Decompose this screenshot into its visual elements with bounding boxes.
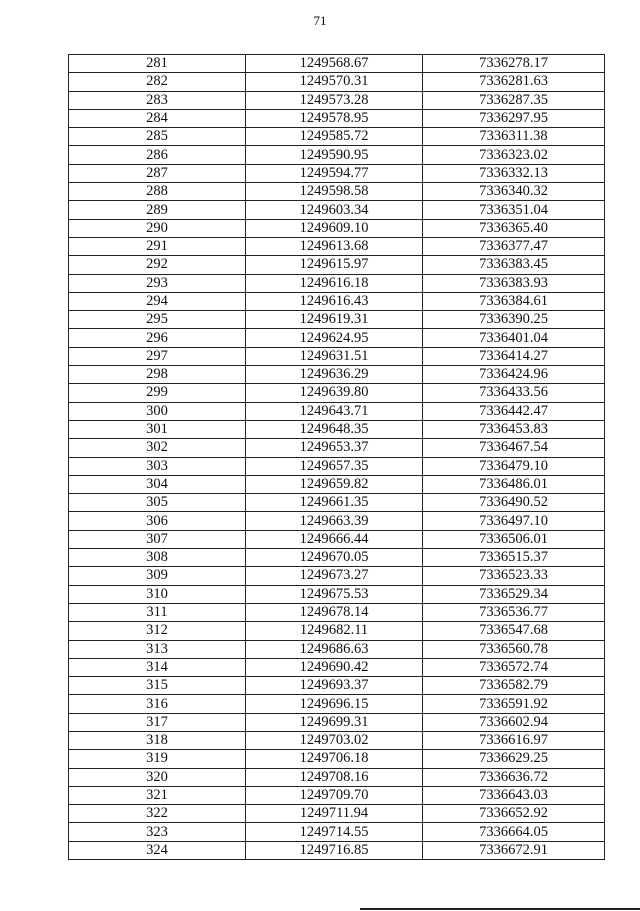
x-coordinate-cell: 1249699.31 (246, 713, 423, 731)
table-row (69, 658, 605, 676)
x-coordinate-cell: 1249657.35 (246, 457, 423, 475)
y-coordinate-cell: 7336311.38 (423, 128, 605, 146)
point-number-cell: 288 (69, 183, 246, 201)
point-number-cell: 293 (69, 274, 246, 292)
x-coordinate-cell: 1249709.70 (246, 786, 423, 804)
point-number-cell: 316 (69, 695, 246, 713)
y-coordinate-cell: 7336672.91 (423, 841, 605, 859)
point-number-cell: 321 (69, 786, 246, 804)
table-row (69, 567, 605, 585)
x-coordinate-cell: 1249675.53 (246, 585, 423, 603)
y-coordinate-cell: 7336629.25 (423, 750, 605, 768)
table-row (69, 366, 605, 384)
x-coordinate-cell: 1249696.15 (246, 695, 423, 713)
y-coordinate-cell: 7336643.03 (423, 786, 605, 804)
point-number-cell: 286 (69, 146, 246, 164)
point-number-cell: 282 (69, 73, 246, 91)
y-coordinate-cell: 7336616.97 (423, 731, 605, 749)
x-coordinate-cell: 1249636.29 (246, 366, 423, 384)
x-coordinate-cell: 1249686.63 (246, 640, 423, 658)
table-row (69, 183, 605, 201)
y-coordinate-cell: 7336506.01 (423, 530, 605, 548)
y-coordinate-cell: 7336323.02 (423, 146, 605, 164)
y-coordinate-cell: 7336497.10 (423, 512, 605, 530)
y-coordinate-cell: 7336384.61 (423, 292, 605, 310)
y-coordinate-cell: 7336591.92 (423, 695, 605, 713)
x-coordinate-cell: 1249603.34 (246, 201, 423, 219)
x-coordinate-cell: 1249648.35 (246, 420, 423, 438)
x-coordinate-cell: 1249616.43 (246, 292, 423, 310)
table-row (69, 750, 605, 768)
table-row (69, 731, 605, 749)
y-coordinate-cell: 7336515.37 (423, 549, 605, 567)
table-row (69, 402, 605, 420)
point-number-cell: 315 (69, 677, 246, 695)
point-number-cell: 311 (69, 603, 246, 621)
y-coordinate-cell: 7336602.94 (423, 713, 605, 731)
x-coordinate-cell: 1249585.72 (246, 128, 423, 146)
point-number-cell: 323 (69, 823, 246, 841)
y-coordinate-cell: 7336523.33 (423, 567, 605, 585)
x-coordinate-cell: 1249616.18 (246, 274, 423, 292)
point-number-cell: 318 (69, 731, 246, 749)
y-coordinate-cell: 7336377.47 (423, 237, 605, 255)
x-coordinate-cell: 1249663.39 (246, 512, 423, 530)
table-row (69, 347, 605, 365)
x-coordinate-cell: 1249716.85 (246, 841, 423, 859)
table-row (69, 805, 605, 823)
x-coordinate-cell: 1249613.68 (246, 237, 423, 255)
table-row (69, 146, 605, 164)
y-coordinate-cell: 7336383.93 (423, 274, 605, 292)
point-number-cell: 322 (69, 805, 246, 823)
x-coordinate-cell: 1249619.31 (246, 311, 423, 329)
x-coordinate-cell: 1249666.44 (246, 530, 423, 548)
page-number: 71 (313, 13, 327, 28)
point-number-cell: 305 (69, 494, 246, 512)
point-number-cell: 289 (69, 201, 246, 219)
x-coordinate-cell: 1249682.11 (246, 622, 423, 640)
y-coordinate-cell: 7336582.79 (423, 677, 605, 695)
table-row (69, 585, 605, 603)
point-number-cell: 320 (69, 768, 246, 786)
table-row (69, 695, 605, 713)
y-coordinate-cell: 7336467.54 (423, 439, 605, 457)
table-row (69, 164, 605, 182)
y-coordinate-cell: 7336365.40 (423, 219, 605, 237)
table-row (69, 786, 605, 804)
x-coordinate-cell: 1249590.95 (246, 146, 423, 164)
point-number-cell: 284 (69, 109, 246, 127)
y-coordinate-cell: 7336490.52 (423, 494, 605, 512)
table-row (69, 219, 605, 237)
table-row (69, 311, 605, 329)
x-coordinate-cell: 1249693.37 (246, 677, 423, 695)
table-row (69, 91, 605, 109)
bottom-edge-line (360, 908, 640, 910)
x-coordinate-cell: 1249661.35 (246, 494, 423, 512)
y-coordinate-cell: 7336424.96 (423, 366, 605, 384)
table-row (69, 512, 605, 530)
x-coordinate-cell: 1249714.55 (246, 823, 423, 841)
x-coordinate-cell: 1249594.77 (246, 164, 423, 182)
table-row (69, 494, 605, 512)
x-coordinate-cell: 1249706.18 (246, 750, 423, 768)
point-number-cell: 296 (69, 329, 246, 347)
table-row (69, 530, 605, 548)
point-number-cell: 312 (69, 622, 246, 640)
y-coordinate-cell: 7336332.13 (423, 164, 605, 182)
y-coordinate-cell: 7336351.04 (423, 201, 605, 219)
point-number-cell: 319 (69, 750, 246, 768)
table-row (69, 549, 605, 567)
table-row (69, 109, 605, 127)
point-number-cell: 298 (69, 366, 246, 384)
y-coordinate-cell: 7336297.95 (423, 109, 605, 127)
table-row (69, 329, 605, 347)
x-coordinate-cell: 1249631.51 (246, 347, 423, 365)
point-number-cell: 300 (69, 402, 246, 420)
table-row (69, 128, 605, 146)
point-number-cell: 309 (69, 567, 246, 585)
y-coordinate-cell: 7336401.04 (423, 329, 605, 347)
point-number-cell: 304 (69, 475, 246, 493)
x-coordinate-cell: 1249578.95 (246, 109, 423, 127)
point-number-cell: 310 (69, 585, 246, 603)
table-row (69, 292, 605, 310)
x-coordinate-cell: 1249711.94 (246, 805, 423, 823)
y-coordinate-cell: 7336383.45 (423, 256, 605, 274)
point-number-cell: 290 (69, 219, 246, 237)
x-coordinate-cell: 1249690.42 (246, 658, 423, 676)
y-coordinate-cell: 7336529.34 (423, 585, 605, 603)
point-number-cell: 302 (69, 439, 246, 457)
x-coordinate-cell: 1249609.10 (246, 219, 423, 237)
y-coordinate-cell: 7336479.10 (423, 457, 605, 475)
y-coordinate-cell: 7336281.63 (423, 73, 605, 91)
point-number-cell: 294 (69, 292, 246, 310)
y-coordinate-cell: 7336278.17 (423, 55, 605, 73)
point-number-cell: 314 (69, 658, 246, 676)
x-coordinate-cell: 1249659.82 (246, 475, 423, 493)
point-number-cell: 287 (69, 164, 246, 182)
table-row (69, 256, 605, 274)
coordinates-table-body (69, 55, 605, 860)
table-row (69, 768, 605, 786)
table-row (69, 841, 605, 859)
y-coordinate-cell: 7336652.92 (423, 805, 605, 823)
x-coordinate-cell: 1249639.80 (246, 384, 423, 402)
table-row (69, 823, 605, 841)
table-row (69, 384, 605, 402)
y-coordinate-cell: 7336486.01 (423, 475, 605, 493)
point-number-cell: 303 (69, 457, 246, 475)
y-coordinate-cell: 7336453.83 (423, 420, 605, 438)
point-number-cell: 295 (69, 311, 246, 329)
x-coordinate-cell: 1249670.05 (246, 549, 423, 567)
point-number-cell: 285 (69, 128, 246, 146)
x-coordinate-cell: 1249615.97 (246, 256, 423, 274)
y-coordinate-cell: 7336664.05 (423, 823, 605, 841)
x-coordinate-cell: 1249678.14 (246, 603, 423, 621)
y-coordinate-cell: 7336433.56 (423, 384, 605, 402)
y-coordinate-cell: 7336287.35 (423, 91, 605, 109)
point-number-cell: 299 (69, 384, 246, 402)
coordinates-table (68, 54, 605, 860)
table-row (69, 640, 605, 658)
x-coordinate-cell: 1249643.71 (246, 402, 423, 420)
point-number-cell: 283 (69, 91, 246, 109)
table-row (69, 201, 605, 219)
point-number-cell: 297 (69, 347, 246, 365)
point-number-cell: 317 (69, 713, 246, 731)
table-row (69, 622, 605, 640)
point-number-cell: 301 (69, 420, 246, 438)
table-row (69, 457, 605, 475)
point-number-cell: 306 (69, 512, 246, 530)
x-coordinate-cell: 1249598.58 (246, 183, 423, 201)
table-row (69, 55, 605, 73)
x-coordinate-cell: 1249624.95 (246, 329, 423, 347)
table-row (69, 677, 605, 695)
point-number-cell: 308 (69, 549, 246, 567)
table-row (69, 603, 605, 621)
y-coordinate-cell: 7336536.77 (423, 603, 605, 621)
table-row (69, 439, 605, 457)
y-coordinate-cell: 7336414.27 (423, 347, 605, 365)
x-coordinate-cell: 1249570.31 (246, 73, 423, 91)
table-row (69, 274, 605, 292)
x-coordinate-cell: 1249703.02 (246, 731, 423, 749)
point-number-cell: 292 (69, 256, 246, 274)
point-number-cell: 313 (69, 640, 246, 658)
y-coordinate-cell: 7336560.78 (423, 640, 605, 658)
y-coordinate-cell: 7336547.68 (423, 622, 605, 640)
point-number-cell: 324 (69, 841, 246, 859)
table-row (69, 73, 605, 91)
y-coordinate-cell: 7336572.74 (423, 658, 605, 676)
x-coordinate-cell: 1249573.28 (246, 91, 423, 109)
point-number-cell: 281 (69, 55, 246, 73)
table-row (69, 713, 605, 731)
x-coordinate-cell: 1249673.27 (246, 567, 423, 585)
x-coordinate-cell: 1249708.16 (246, 768, 423, 786)
x-coordinate-cell: 1249568.67 (246, 55, 423, 73)
y-coordinate-cell: 7336442.47 (423, 402, 605, 420)
y-coordinate-cell: 7336390.25 (423, 311, 605, 329)
y-coordinate-cell: 7336340.32 (423, 183, 605, 201)
table-row (69, 420, 605, 438)
y-coordinate-cell: 7336636.72 (423, 768, 605, 786)
table-row (69, 237, 605, 255)
point-number-cell: 291 (69, 237, 246, 255)
x-coordinate-cell: 1249653.37 (246, 439, 423, 457)
table-row (69, 475, 605, 493)
point-number-cell: 307 (69, 530, 246, 548)
